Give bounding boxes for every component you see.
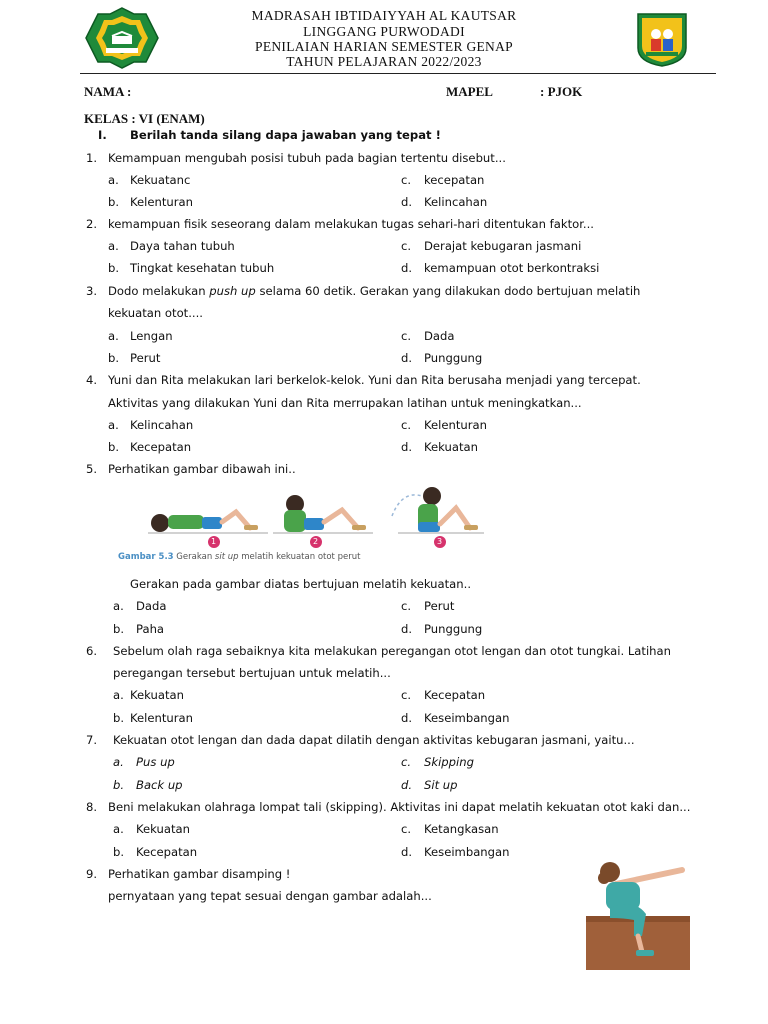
option-b: Tingkat kesehatan tubuh — [130, 261, 275, 275]
option-a: Kekuatanc — [130, 173, 191, 187]
option-letter: a. — [113, 599, 124, 613]
figure-caption-label: Gambar 5.3 — [118, 552, 174, 562]
option-a: Kekuatan — [136, 822, 190, 836]
option-d: Keseimbangan — [424, 711, 510, 725]
school-name: MADRASAH IBTIDAIYYAH AL KAUTSAR — [251, 8, 517, 23]
exam-title: PENILAIAN HARIAN SEMESTER GENAP — [255, 39, 513, 54]
option-letter: d. — [401, 195, 413, 209]
academic-year: TAHUN PELAJARAN 2022/2023 — [286, 54, 482, 69]
question-text: Kekuatan otot lengan dan dada dapat dilatih dengan aktivitas kebugaran jasmani, yaitu... — [113, 733, 635, 747]
option-letter: d. — [401, 778, 413, 792]
question-text: Kemampuan mengubah posisi tubuh pada bagian tertentu disebut... — [108, 151, 506, 165]
option-c: Ketangkasan — [424, 822, 499, 836]
question-number: 6. — [86, 644, 98, 658]
figure-caption-text: Gerakan — [173, 552, 215, 562]
option-letter: a. — [108, 239, 119, 253]
option-d: Keseimbangan — [424, 845, 510, 859]
option-letter: b. — [113, 622, 125, 636]
option-d: kemampuan otot berkontraksi — [424, 261, 600, 275]
option-letter: c. — [401, 755, 412, 769]
question-text: Beni melakukan olahraga lompat tali (skipping). Aktivitas ini dapat melatih kekuatan otot kaki dan... — [108, 800, 691, 814]
option-b: Kelenturan — [130, 711, 193, 725]
option-d: Punggung — [424, 622, 483, 636]
figure-step-3-label: 3 — [437, 537, 443, 546]
kelas-label: KELAS : VI (ENAM) — [84, 111, 205, 126]
option-b: Kecepatan — [130, 440, 192, 454]
question-text-italic: push up — [209, 284, 256, 298]
figure-caption — [118, 552, 360, 562]
option-letter: c. — [401, 329, 412, 343]
question-text-continued: pernyataan yang tepat sesuai dengan gambar adalah... — [108, 889, 432, 903]
figure-caption-italic: sit up — [214, 552, 239, 562]
option-a: Pus up — [136, 755, 175, 769]
option-letter: c. — [401, 173, 412, 187]
option-c: Dada — [424, 329, 455, 343]
mapel-value: : PJOK — [540, 84, 583, 99]
option-letter: a. — [108, 418, 119, 432]
option-b: Paha — [136, 622, 165, 636]
mapel-label: MAPEL — [446, 84, 493, 99]
question-text-continued: kekuatan otot.... — [108, 306, 203, 320]
nama-label: NAMA : — [84, 84, 132, 99]
option-letter: b. — [108, 261, 120, 275]
question-text: Sebelum olah raga sebaiknya kita melakukan peregangan otot lengan dan otot tungkai. Latihan — [113, 644, 671, 658]
option-a: Kekuatan — [130, 688, 184, 702]
question-text: Perhatikan gambar disamping ! — [108, 867, 291, 881]
squat-illustration — [584, 856, 694, 972]
question-number: 4. — [86, 373, 98, 387]
option-letter: d. — [401, 440, 413, 454]
question-number: 5. — [86, 462, 98, 476]
option-c: kecepatan — [424, 173, 485, 187]
question-text: kemampuan fisik seseorang dalam melakukan tugas sehari-hari ditentukan faktor... — [108, 217, 594, 231]
option-b: Kecepatan — [136, 845, 198, 859]
option-a: Kelincahan — [130, 418, 194, 432]
sit-up-step-2-figure — [273, 495, 373, 533]
question-text-post: selama 60 detik. Gerakan yang dilakukan dodo bertujuan melatih — [255, 284, 641, 298]
option-letter: b. — [108, 195, 120, 209]
option-letter: a. — [108, 329, 119, 343]
question-number: 1. — [86, 151, 98, 165]
sit-up-step-1-figure — [148, 512, 268, 533]
question-text — [108, 284, 640, 298]
question-text: Perhatikan gambar dibawah ini.. — [108, 462, 296, 476]
option-letter: d. — [401, 622, 413, 636]
option-b: Back up — [136, 778, 183, 792]
option-d: Kekuatan — [424, 440, 478, 454]
school-location: LINGGANG PURWODADI — [303, 24, 465, 39]
option-letter: a. — [108, 173, 119, 187]
question-text-continued: Aktivitas yang dilakukan Yuni dan Rita merrupakan latihan untuk meningkatkan... — [108, 396, 582, 410]
question-text-pre: Dodo melakukan — [108, 284, 210, 298]
option-a: Daya tahan tubuh — [130, 239, 235, 253]
option-letter: d. — [401, 711, 413, 725]
question-number: 2. — [86, 217, 98, 231]
figure-step-2-label: 2 — [313, 537, 319, 546]
option-b: Kelenturan — [130, 195, 193, 209]
option-letter: d. — [401, 351, 413, 365]
option-a: Dada — [136, 599, 167, 613]
option-d: Sit up — [424, 778, 458, 792]
option-d: Kelincahan — [424, 195, 488, 209]
option-c: Kelenturan — [424, 418, 487, 432]
option-b: Perut — [130, 351, 161, 365]
option-letter: c. — [401, 599, 412, 613]
figure-caption-text: melatih kekuatan otot perut — [238, 552, 361, 562]
option-c: Kecepatan — [424, 688, 486, 702]
question-number: 9. — [86, 867, 98, 881]
header-divider — [80, 73, 716, 74]
option-letter: c. — [401, 418, 412, 432]
option-letter: b. — [108, 351, 120, 365]
question-text: Yuni dan Rita melakukan lari berkelok-kelok. Yuni dan Rita berusaha menjadi yang tercepat. — [108, 373, 641, 387]
option-letter: a. — [113, 755, 124, 769]
option-letter: a. — [113, 822, 124, 836]
option-c: Derajat kebugaran jasmani — [424, 239, 582, 253]
option-letter: c. — [401, 822, 412, 836]
sit-up-step-3-figure — [392, 487, 484, 533]
question-number: 7. — [86, 733, 98, 747]
option-d: Punggung — [424, 351, 483, 365]
figure-step-1-label: 1 — [211, 537, 217, 546]
option-letter: c. — [401, 688, 412, 702]
option-letter: b. — [113, 845, 125, 859]
option-letter: c. — [401, 239, 412, 253]
option-c: Perut — [424, 599, 455, 613]
option-letter: b. — [108, 440, 120, 454]
option-letter: b. — [113, 711, 125, 725]
question-number: 3. — [86, 284, 98, 298]
question-text-continued: Gerakan pada gambar diatas bertujuan melatih kekuatan.. — [130, 577, 472, 591]
option-letter: b. — [113, 778, 125, 792]
option-letter: d. — [401, 845, 413, 859]
section-instruction: Berilah tanda silang dapa jawaban yang tepat ! — [130, 128, 441, 142]
option-letter: d. — [401, 261, 413, 275]
option-letter: a. — [113, 688, 124, 702]
section-number: I. — [98, 128, 107, 142]
question-text-continued: peregangan tersebut bertujuan untuk melatih... — [113, 666, 391, 680]
question-number: 8. — [86, 800, 98, 814]
option-c: Skipping — [424, 755, 474, 769]
option-a: Lengan — [130, 329, 173, 343]
